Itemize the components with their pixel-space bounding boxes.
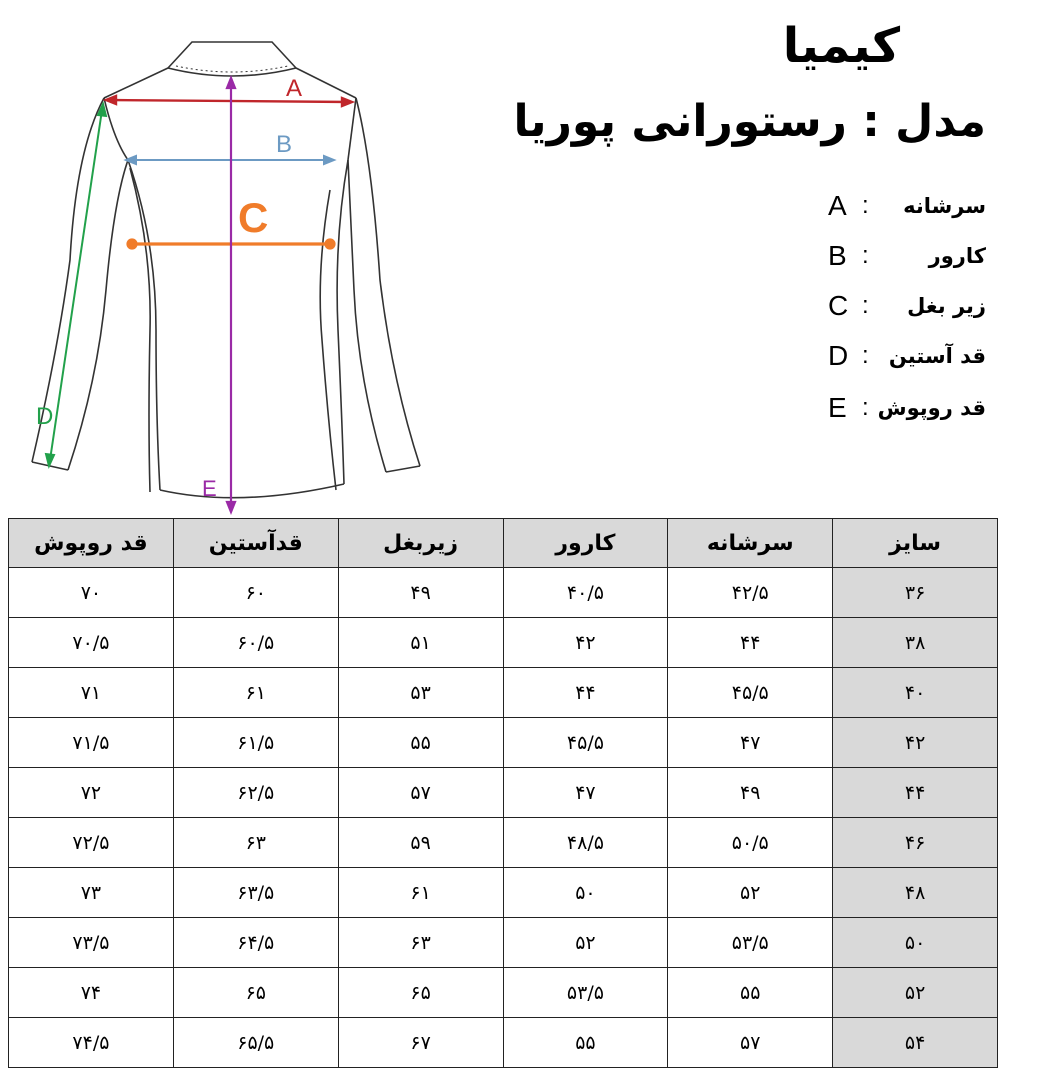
legend-letter: B (828, 240, 847, 271)
table-cell: ۷۴/۵ (9, 1018, 174, 1068)
table-cell: ۵۳/۵ (503, 968, 668, 1018)
legend-name: قد آستین (888, 344, 986, 368)
right-shoulder (296, 68, 356, 98)
legend-separator: : (862, 292, 869, 319)
table-cell: ۷۳ (9, 868, 174, 918)
table-cell-size: ۴۲ (833, 718, 998, 768)
table-cell: ۷۱/۵ (9, 718, 174, 768)
table-cell-size: ۵۰ (833, 918, 998, 968)
table-cell-size: ۴۸ (833, 868, 998, 918)
table-cell: ۵۳ (338, 668, 503, 718)
hem (160, 484, 344, 498)
legend-letter: D (828, 340, 849, 371)
table-cell: ۵۷ (668, 1018, 833, 1068)
table-row (9, 818, 998, 868)
right-sleeve-outer (356, 98, 420, 466)
garment-diagram (0, 0, 520, 520)
table-cell: ۶۵ (173, 968, 338, 1018)
column-header-sleeve-length: قدآستین (173, 519, 338, 568)
table-cell: ۵۰/۵ (668, 818, 833, 868)
table-cell: ۴۲ (503, 618, 668, 668)
left-armhole-seam (104, 98, 128, 160)
right-armhole-seam (348, 98, 356, 160)
measure-d-sleeve (46, 104, 106, 466)
label-a: A (286, 75, 303, 102)
right-sleeve-inner (348, 160, 386, 472)
table-cell: ۶۵/۵ (173, 1018, 338, 1068)
table-cell-size: ۳۸ (833, 618, 998, 668)
table-cell: ۴۰/۵ (503, 568, 668, 618)
body-right-side (337, 160, 348, 484)
table-header-row (9, 519, 998, 568)
column-header-garment-length: قد روپوش (9, 519, 174, 568)
table-cell: ۵۷ (338, 768, 503, 818)
measure-a-shoulder (106, 96, 352, 106)
column-header-size: سایز (833, 519, 998, 568)
table-cell: ۵۱ (338, 618, 503, 668)
table-cell-size: ۵۲ (833, 968, 998, 1018)
collar-outline (168, 42, 296, 76)
table-cell: ۶۵ (338, 968, 503, 1018)
table-row (9, 668, 998, 718)
legend-separator: : (862, 342, 869, 369)
legend-letter: C (828, 290, 849, 321)
table-cell: ۷۱ (9, 668, 174, 718)
table-cell: ۵۲ (503, 918, 668, 968)
table-row (9, 718, 998, 768)
body-left-side (128, 160, 160, 490)
legend-name: کارور (928, 244, 986, 268)
table-cell: ۴۴ (668, 618, 833, 668)
table-cell: ۷۲/۵ (9, 818, 174, 868)
table-row (9, 768, 998, 818)
legend-item-c (800, 290, 1000, 324)
table-cell: ۷۳/۵ (9, 918, 174, 968)
column-header-underarm: زیربغل (338, 519, 503, 568)
table-cell: ۵۵ (503, 1018, 668, 1068)
table-cell: ۶۱ (338, 868, 503, 918)
legend-separator: : (862, 192, 869, 219)
table-row (9, 568, 998, 618)
table-cell: ۶۷ (338, 1018, 503, 1068)
table-row (9, 918, 998, 968)
label-d: D (36, 403, 54, 430)
table-cell: ۴۵/۵ (668, 668, 833, 718)
table-cell: ۶۳ (173, 818, 338, 868)
legend-letter: A (828, 190, 847, 221)
table-cell: ۵۳/۵ (668, 918, 833, 968)
legend-separator: : (862, 242, 869, 269)
table-cell: ۴۷ (668, 718, 833, 768)
back-seam-right (320, 190, 336, 490)
table-cell-size: ۴۶ (833, 818, 998, 868)
table-body (9, 568, 998, 1068)
legend-separator: : (862, 394, 869, 421)
table-cell: ۶۴/۵ (173, 918, 338, 968)
right-sleeve-cuff (386, 466, 420, 472)
table-cell: ۷۰ (9, 568, 174, 618)
table-cell: ۵۵ (338, 718, 503, 768)
table-cell: ۶۰/۵ (173, 618, 338, 668)
back-seam-left (130, 168, 150, 492)
column-header-shoulder: سرشانه (668, 519, 833, 568)
legend-item-b (800, 240, 1000, 274)
brand-title: کیمیا (782, 18, 900, 74)
table-cell: ۴۵/۵ (503, 718, 668, 768)
legend-item-d (800, 340, 1000, 374)
table-row (9, 968, 998, 1018)
table-cell-size: ۵۴ (833, 1018, 998, 1068)
table-cell: ۵۰ (503, 868, 668, 918)
table-cell: ۶۳ (338, 918, 503, 968)
table-cell: ۵۹ (338, 818, 503, 868)
size-table (8, 518, 998, 1068)
table-cell: ۵۲ (668, 868, 833, 918)
legend-name: زیر بغل (907, 294, 986, 318)
column-header-back-width: کارور (503, 519, 668, 568)
table-cell: ۷۴ (9, 968, 174, 1018)
table-cell: ۶۱/۵ (173, 718, 338, 768)
label-c: C (238, 194, 269, 241)
table-cell: ۶۳/۵ (173, 868, 338, 918)
table-cell-size: ۳۶ (833, 568, 998, 618)
table-cell-size: ۴۴ (833, 768, 998, 818)
legend-item-a (800, 190, 1000, 224)
table-cell: ۷۲ (9, 768, 174, 818)
table-cell: ۴۸/۵ (503, 818, 668, 868)
legend-letter: E (828, 392, 847, 423)
left-sleeve-inner (68, 160, 128, 470)
table-cell: ۴۷ (503, 768, 668, 818)
legend-name: قد روپوش (877, 396, 986, 420)
legend-name: سرشانه (903, 194, 986, 218)
table-cell: ۷۰/۵ (9, 618, 174, 668)
table-row (9, 1018, 998, 1068)
table-cell: ۴۴ (503, 668, 668, 718)
legend-item-e (800, 392, 1000, 426)
collar-stitch (176, 66, 288, 72)
label-e: E (202, 476, 217, 501)
table-cell: ۶۲/۵ (173, 768, 338, 818)
table-cell: ۶۱ (173, 668, 338, 718)
table-cell: ۵۵ (668, 968, 833, 1018)
left-shoulder (104, 68, 168, 98)
table-cell: ۴۹ (668, 768, 833, 818)
table-row (9, 618, 998, 668)
table-row (9, 868, 998, 918)
table-cell: ۶۰ (173, 568, 338, 618)
measure-e-length (227, 78, 235, 512)
label-b: B (276, 131, 293, 158)
table-cell-size: ۴۰ (833, 668, 998, 718)
model-title: مدل : رستورانی پوریا (513, 96, 986, 147)
table-cell: ۴۲/۵ (668, 568, 833, 618)
table-cell: ۴۹ (338, 568, 503, 618)
